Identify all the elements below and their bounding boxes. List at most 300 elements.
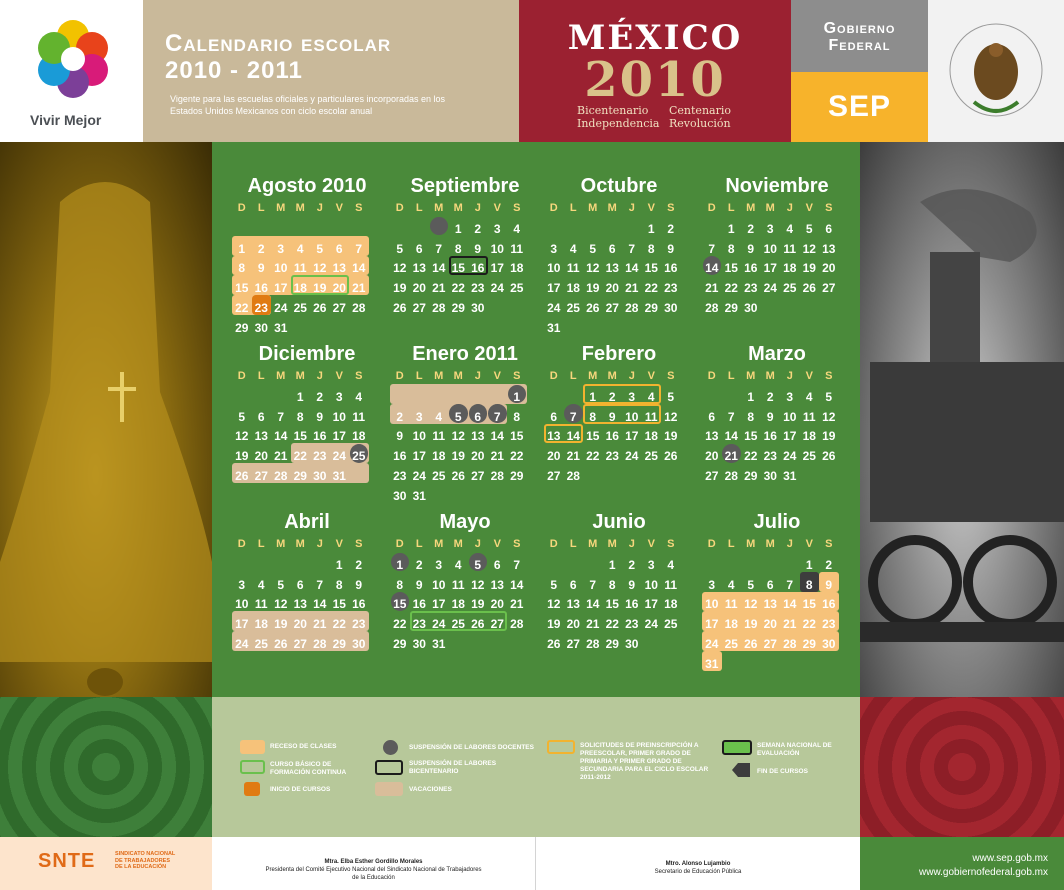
day-cell: 23 [625,617,639,632]
day-cell: 3 [550,241,558,256]
legend-fin-cursos: FIN DE CURSOS [757,768,808,775]
day-cell [603,319,623,339]
weekday-label: M [607,370,617,382]
day-cell: 1 [727,221,735,236]
weekday-label: M [276,538,286,550]
day-cell [449,487,469,507]
week-row [390,427,540,447]
week-row [232,576,382,596]
day-cell: 1 [454,221,462,236]
week-row [544,259,694,279]
day-cell: 25 [254,636,268,651]
day-cell: 18 [644,429,658,444]
day-cell: 26 [802,281,816,296]
day-cell: 19 [274,617,288,632]
day-cell: 26 [471,617,485,632]
day-cell [761,655,781,675]
legend-evaluacion-swatch [722,740,752,755]
day-cell: 2 [355,557,363,572]
day-cell: 24 [490,281,504,296]
day-cell: 18 [802,429,816,444]
weekday-label: L [569,370,577,382]
day-cell: 20 [705,449,719,464]
day-cell: 15 [332,597,346,612]
day-cell [271,388,291,408]
weekday-label: L [727,370,735,382]
day-cell: 22 [293,449,307,464]
day-cell: 17 [705,617,719,632]
day-cell: 10 [412,429,426,444]
day-cell: 5 [238,409,246,424]
day-cell [722,556,742,576]
day-cell: 29 [451,300,465,315]
day-cell: 4 [786,221,794,236]
weekday-label: V [493,370,501,382]
day-cell [410,220,430,240]
mexico-caption-left: Bicentenario Independencia [577,104,660,130]
day-cell: 28 [490,468,504,483]
day-cell [468,635,488,655]
week-row [390,388,540,408]
day-cell: 16 [822,597,836,612]
day-cell: 28 [566,468,580,483]
day-cell: 21 [724,449,738,464]
day-cell: 16 [625,597,639,612]
day-cell: 3 [238,577,246,592]
day-cell: 4 [296,241,304,256]
day-cell: 27 [822,281,836,296]
day-cell: 10 [432,577,446,592]
month-name: Mayo [439,511,491,533]
week-row [544,279,694,299]
day-cell: 4 [454,557,462,572]
week-row [390,556,540,576]
day-cell: 7 [589,577,597,592]
day-cell: 11 [510,241,524,256]
day-cell [702,388,722,408]
month-name: Febrero [581,343,657,365]
day-cell [819,299,839,319]
day-cell: 23 [763,449,777,464]
day-cell [702,220,722,240]
weekday-label: J [786,202,793,214]
month-2 [390,172,540,319]
day-cell: 23 [822,617,836,632]
day-cell: 20 [332,281,346,296]
week-row [390,576,540,596]
weekday-label: V [805,538,813,550]
day-cell: 17 [432,597,446,612]
day-cell: 21 [490,449,504,464]
day-cell: 9 [355,577,363,592]
train-icon [860,142,1064,697]
day-cell: 23 [393,468,407,483]
month-1 [232,172,382,339]
day-cell: 5 [454,409,462,424]
week-row [702,299,852,319]
signature-2-name: Mtro. Alonso Lujambio [665,861,731,867]
day-cell: 2 [396,409,404,424]
day-cell: 14 [510,577,524,592]
day-cell: 3 [415,409,423,424]
day-cell: 31 [432,636,446,651]
day-cell [291,319,311,339]
weekday-label: S [667,202,675,214]
day-cell: 14 [490,429,504,444]
day-cell: 25 [566,300,580,315]
day-cell: 19 [802,261,816,276]
day-cell: 10 [274,261,288,276]
day-cell: 1 [747,389,755,404]
day-cell: 21 [352,281,366,296]
day-cell [603,220,623,240]
day-cell: 29 [293,468,307,483]
day-cell: 14 [724,429,738,444]
day-cell: 5 [805,221,813,236]
day-cell: 15 [293,429,307,444]
day-cell [722,388,742,408]
day-cell: 19 [586,281,600,296]
weekday-header [702,536,852,556]
month-name: Diciembre [258,343,356,365]
day-cell: 5 [550,577,558,592]
day-cell [330,319,350,339]
day-cell: 22 [393,617,407,632]
day-cell: 6 [257,409,265,424]
day-cell: 21 [783,617,797,632]
day-cell [800,655,820,675]
weekday-header [702,200,852,220]
day-cell: 23 [313,449,327,464]
red-pattern [860,697,1064,837]
day-cell: 29 [644,300,658,315]
day-cell [232,556,252,576]
weekday-label: V [647,538,655,550]
week-row [544,408,694,428]
week-row [232,447,382,467]
day-cell: 22 [235,300,249,315]
day-cell: 18 [432,449,446,464]
week-row [544,576,694,596]
day-cell [780,299,800,319]
mexico-word: MÉXICO [567,18,743,58]
weekday-label: J [628,370,635,382]
week-row [544,427,694,447]
sep-website-link[interactable]: www.sep.gob.mx [972,853,1048,864]
day-cell: 10 [490,241,504,256]
weekday-label: M [607,538,617,550]
day-cell: 10 [644,577,658,592]
day-cell: 3 [786,389,794,404]
weekday-label: L [415,370,423,382]
day-cell: 15 [586,429,600,444]
weekday-header [390,200,540,220]
day-cell: 6 [415,241,423,256]
week-row [702,259,852,279]
day-cell [291,220,311,240]
signature-2 [536,837,860,890]
day-cell: 29 [744,468,758,483]
month-4 [702,172,852,319]
day-cell: 27 [293,636,307,651]
day-cell: 18 [293,281,307,296]
day-cell: 20 [254,449,268,464]
day-cell [564,388,584,408]
month-9 [232,508,382,655]
day-cell: 25 [432,468,446,483]
day-cell: 28 [724,468,738,483]
day-cell: 8 [396,577,404,592]
day-cell: 31 [412,488,426,503]
week-row [544,467,694,487]
month-8 [702,340,852,487]
day-cell [349,467,369,487]
day-cell: 25 [783,281,797,296]
week-row [232,240,382,260]
gobierno-website-link[interactable]: www.gobiernofederal.gob.mx [919,867,1048,878]
day-cell: 2 [608,389,616,404]
day-cell: 7 [569,409,577,424]
day-cell: 14 [783,597,797,612]
day-cell: 27 [332,300,346,315]
day-cell: 19 [744,617,758,632]
day-cell: 24 [783,449,797,464]
day-cell: 12 [586,261,600,276]
week-row [390,279,540,299]
day-cell: 21 [586,617,600,632]
day-cell: 25 [293,300,307,315]
day-cell: 13 [412,261,426,276]
week-row [702,635,852,655]
day-cell: 17 [625,429,639,444]
day-cell: 11 [566,261,580,276]
day-cell: 21 [705,281,719,296]
day-cell: 28 [625,300,639,315]
weekday-label: D [237,538,246,550]
day-cell [349,319,369,339]
day-cell: 6 [474,409,482,424]
day-cell: 2 [667,221,675,236]
week-row [232,408,382,428]
weekday-label: S [513,538,521,550]
day-cell: 20 [605,281,619,296]
day-cell [780,556,800,576]
week-row [544,595,694,615]
day-cell: 18 [451,597,465,612]
week-row [544,635,694,655]
weekday-label: M [607,202,617,214]
day-cell: 5 [277,577,285,592]
weekday-label: V [805,202,813,214]
day-cell [642,467,662,487]
month-name: Enero 2011 [412,343,518,365]
day-cell: 1 [335,557,343,572]
week-row [232,427,382,447]
legend-curso-swatch [240,760,265,774]
mexico-2010-logo [519,0,791,142]
day-cell [819,655,839,675]
day-cell [622,467,642,487]
day-cell: 12 [802,241,816,256]
weekday-header [544,368,694,388]
weekday-label: M [765,202,775,214]
weekday-label: M [434,202,444,214]
weekday-label: L [257,370,265,382]
weekday-label: M [588,202,598,214]
day-cell: 23 [605,449,619,464]
weekday-label: D [395,370,404,382]
week-row [544,556,694,576]
day-cell: 13 [254,429,268,444]
day-cell: 3 [766,221,774,236]
week-row [702,556,852,576]
legend-suspension-bicentenario: SUSPENSIÓN DE LABORES BICENTENARIO [409,760,497,775]
day-cell: 3 [708,577,716,592]
weekday-header [702,368,852,388]
day-cell: 17 [412,449,426,464]
day-cell: 11 [664,577,678,592]
day-cell: 22 [744,449,758,464]
day-cell: 14 [352,261,366,276]
day-cell: 27 [605,300,619,315]
day-cell: 1 [396,557,404,572]
day-cell: 13 [705,429,719,444]
day-cell: 7 [513,557,521,572]
day-cell: 29 [605,636,619,651]
day-cell: 30 [625,636,639,651]
day-cell: 9 [766,409,774,424]
day-cell [741,655,761,675]
day-cell: 16 [313,429,327,444]
day-cell: 22 [802,617,816,632]
national-shield [928,0,1064,142]
day-cell: 28 [432,300,446,315]
weekday-label: V [493,538,501,550]
weekday-label: V [335,202,343,214]
week-row [232,220,382,240]
week-row [544,615,694,635]
day-cell: 15 [744,429,758,444]
day-cell: 27 [566,636,580,651]
day-cell: 9 [474,241,482,256]
week-row [232,595,382,615]
day-cell [291,556,311,576]
flower-logo-icon [32,14,114,106]
gobierno-federal-panel [791,0,928,72]
month-10 [390,508,540,655]
weekday-label: V [335,538,343,550]
weekday-label: D [707,202,716,214]
day-cell: 30 [664,300,678,315]
day-cell [252,388,272,408]
day-cell: 12 [451,429,465,444]
week-row [232,635,382,655]
week-row [702,427,852,447]
day-cell: 12 [313,261,327,276]
day-cell: 26 [664,449,678,464]
weekday-label: S [513,202,521,214]
day-cell: 7 [277,409,285,424]
day-cell: 15 [451,261,465,276]
month-7 [544,340,694,487]
day-cell: 27 [705,468,719,483]
day-cell: 6 [296,577,304,592]
day-cell [544,220,564,240]
day-cell: 29 [393,636,407,651]
day-cell: 15 [235,281,249,296]
day-cell [252,220,272,240]
day-cell [488,635,508,655]
day-cell: 9 [415,577,423,592]
day-cell [564,220,584,240]
day-cell: 17 [490,261,504,276]
day-cell: 15 [724,261,738,276]
weekday-label: M [434,538,444,550]
day-cell: 4 [257,577,265,592]
weekday-label: L [727,202,735,214]
weekday-label: J [628,202,635,214]
day-cell: 31 [274,320,288,335]
day-cell: 20 [490,597,504,612]
day-cell: 26 [822,449,836,464]
day-cell: 29 [332,636,346,651]
vivir-mejor-logo [0,0,143,142]
day-cell: 28 [510,617,524,632]
week-row [702,388,852,408]
day-cell: 18 [254,617,268,632]
month-name: Marzo [748,343,806,365]
day-cell: 28 [352,300,366,315]
day-cell: 10 [332,409,346,424]
day-cell: 23 [352,617,366,632]
day-cell: 2 [415,557,423,572]
week-row [232,467,382,487]
legend-inicio: INICIO DE CURSOS [270,786,331,793]
weekday-label: L [569,538,577,550]
day-cell [390,388,410,408]
day-cell: 4 [355,389,363,404]
day-cell: 8 [647,241,655,256]
day-cell: 30 [763,468,777,483]
day-cell: 9 [747,241,755,256]
day-cell: 31 [705,656,719,671]
day-cell: 9 [825,577,833,592]
day-cell: 20 [547,449,561,464]
day-cell: 23 [471,281,485,296]
day-cell: 12 [822,409,836,424]
weekday-label: L [727,538,735,550]
weekday-label: J [316,370,323,382]
weekday-label: M [746,202,756,214]
mexico-caption-right: Centenario Revolución [669,104,731,130]
day-cell: 8 [727,241,735,256]
day-cell: 31 [783,468,797,483]
calendar-grid [212,142,860,697]
month-name: Abril [284,511,330,533]
weekday-label: D [395,538,404,550]
day-cell: 16 [352,597,366,612]
weekday-label: J [316,202,323,214]
day-cell [488,299,508,319]
day-cell: 24 [332,449,346,464]
day-cell: 1 [513,389,521,404]
week-row [702,408,852,428]
day-cell [819,467,839,487]
day-cell: 14 [274,429,288,444]
day-cell: 16 [471,261,485,276]
day-cell: 21 [313,617,327,632]
day-cell: 14 [313,597,327,612]
